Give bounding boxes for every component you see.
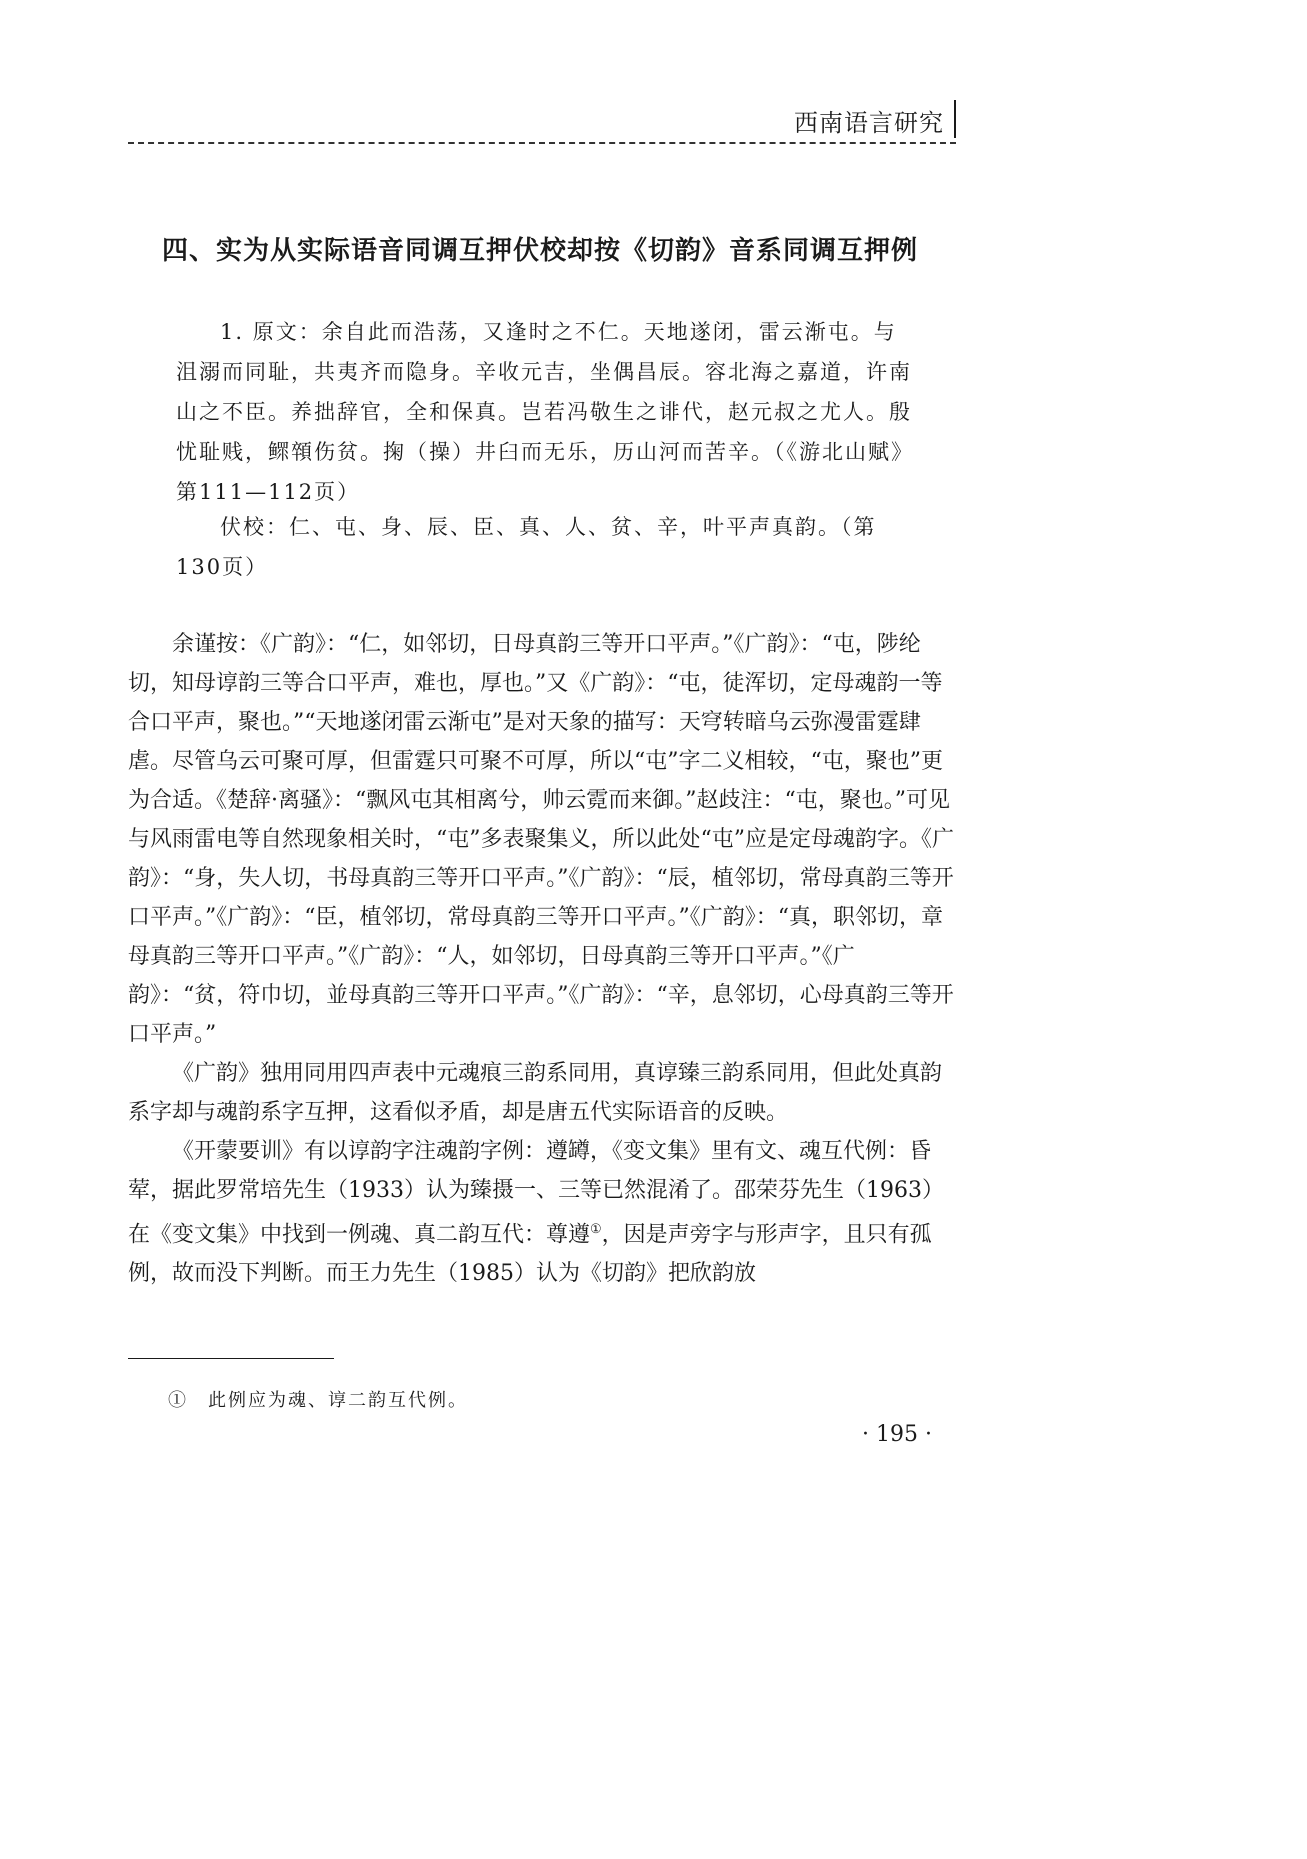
journal-title: 西南语言研究	[794, 109, 944, 137]
footnote: ① 此例应为魂、谆二韵互代例。	[168, 1390, 468, 1411]
page-number: · 195 ·	[862, 1422, 932, 1447]
original-passage: 1. 原文：余自此而浩荡，又逢时之不仁。天地遂闭，雷云渐屯。与沮溺而同耻，共夷齐而隐身。辛收元吉，坐偶昌辰。容北海之嘉道，许南山之不臣。养拙辞官，全和保真。岂若冯敬生之诽代，赵元叔之尤人。殷忧耻贱，鳏顇伤贫。掬（操）井臼而无乐，历山河而苦辛。（《游北山赋》第111—112页）	[176, 320, 914, 504]
header-dashed-rule	[128, 142, 956, 144]
header-vertical-bar	[954, 100, 956, 138]
quoted-original-text	[176, 312, 916, 512]
footnote-marker[interactable]: ①	[590, 1222, 602, 1237]
footnote-rule	[128, 1358, 334, 1359]
paragraph-2: 《广韵》独用同用四声表中元魂痕三韵系同用，真谆臻三韵系同用，但此处真韵系字却与魂韵系字互押，这看似矛盾，却是唐五代实际语音的反映。	[128, 1061, 943, 1125]
collation-passage: 伏校：仁、屯、身、辰、臣、真、人、贫、辛，叶平声真韵。（第130页）	[176, 515, 877, 579]
paragraph-3-part-1: 《开蒙要训》有以谆韵字注魂韵字例：遵罇，《变文集》里有文、魂互代例：昏荤，据此罗常培先生（1933）认为臻摄一、三等已然混淆了。邵荣芬先生（1963）在《变文集》中找到一例魂、真二韵互代：尊遵	[128, 1139, 944, 1248]
paragraph-1: 余谨按：《广韵》：“仁，如邻切，日母真韵三等开口平声。”《广韵》：“屯，陟纶切，知母谆韵三等合口平声，难也，厚也。”又《广韵》：“屯，徒浑切，定母魂韵一等合口平声，聚也。”“天地遂闭雷云渐屯”是对天象的描写：天穹转暗乌云弥漫雷霆肆虐。尽管乌云可聚可厚，但雷霆只可聚不可厚，所以“屯”字二义相较，“屯，聚也”更为合适。《楚辞·离骚》：“飘风屯其相离兮，帅云霓而来御。”赵歧注：“屯，聚也。”可见与风雨雷电等自然现象相关时，“屯”多表聚集义，所以此处“屯”应是定母魂韵字。《广韵》：“身，失人切，书母真韵三等开口平声。”《广韵》：“辰，植邻切，常母真韵三等开口平声。”《广韵》：“臣，植邻切，常母真韵三等开口平声。”《广韵》：“真，职邻切，章母真韵三等开口平声。”《广韵》：“人，如邻切，日母真韵三等开口平声。”《广韵》：“贫，符巾切，並母真韵三等开口平声。”《广韵》：“辛，息邻切，心母真韵三等开口平声。”	[128, 632, 954, 1047]
paragraph-3-part-2: ，因是声旁字与形声字，且只有孤例，故而没下判断。而王力先生（1985）认为《切韵》把欣韵放	[128, 1222, 932, 1287]
section-title: 四、实为从实际语音同调互押伏校却按《切韵》音系同调互押例	[162, 236, 919, 266]
paragraph-3	[128, 1132, 956, 1293]
body-text	[128, 625, 956, 1293]
collation-note	[176, 507, 916, 587]
